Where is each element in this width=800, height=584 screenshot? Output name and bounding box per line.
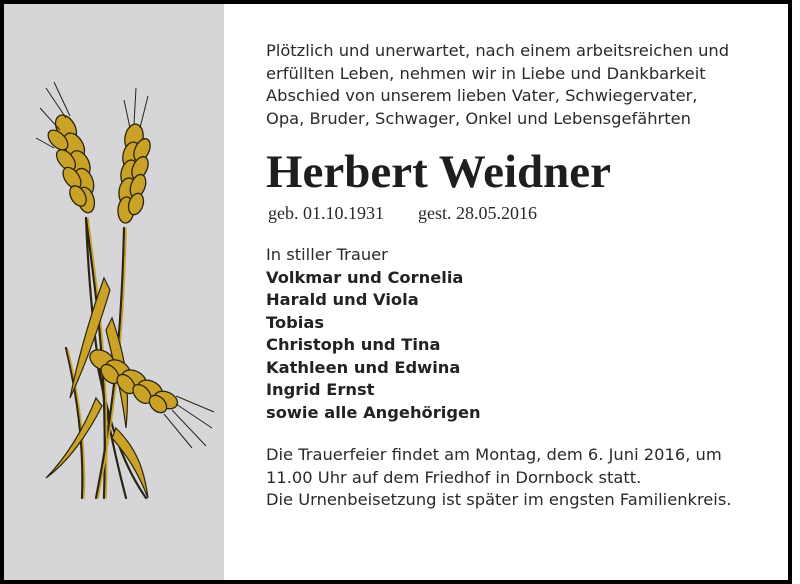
life-dates (268, 202, 776, 224)
mourner-item: Tobias (266, 312, 325, 332)
notice-text (266, 40, 776, 512)
funeral-info: Die Trauerfeier findet am Montag, dem 6. Juni 2016, um 11.00 Uhr auf dem Friedhof in Dornbock statt. Die Urnenbeisetzung ist später im engsten Familienkreis. (266, 445, 732, 509)
intro-text: Plötzlich und unerwartet, nach einem arbeitsreichen und erfüllten Leben, nehmen wir in Liebe und Dankbarkeit Abschied von unserem lieben Vater, Schwiegervater, Opa, Bruder, Schwager, Onkel und Lebensgefährten (266, 41, 730, 128)
mourner-item: Christoph und Tina (266, 335, 441, 354)
mourner-item: Kathleen und Edwina (266, 357, 461, 377)
wheat-ears-icon (26, 68, 216, 504)
mourners-list (266, 267, 776, 425)
illustration-panel (4, 4, 224, 580)
death-date: gest. 28.05.2016 (418, 203, 537, 223)
mourner-item: Harald und Viola (266, 290, 419, 309)
deceased-name: Herbert Weidner (266, 146, 612, 198)
mourner-item: Volkmar und Cornelia (266, 267, 464, 287)
mourning-label: In stiller Trauer (266, 245, 388, 264)
mourner-item: Ingrid Ernst (266, 380, 375, 399)
birth-date: geb. 01.10.1931 (268, 203, 384, 223)
mourner-item: sowie alle Angehörigen (266, 402, 481, 422)
